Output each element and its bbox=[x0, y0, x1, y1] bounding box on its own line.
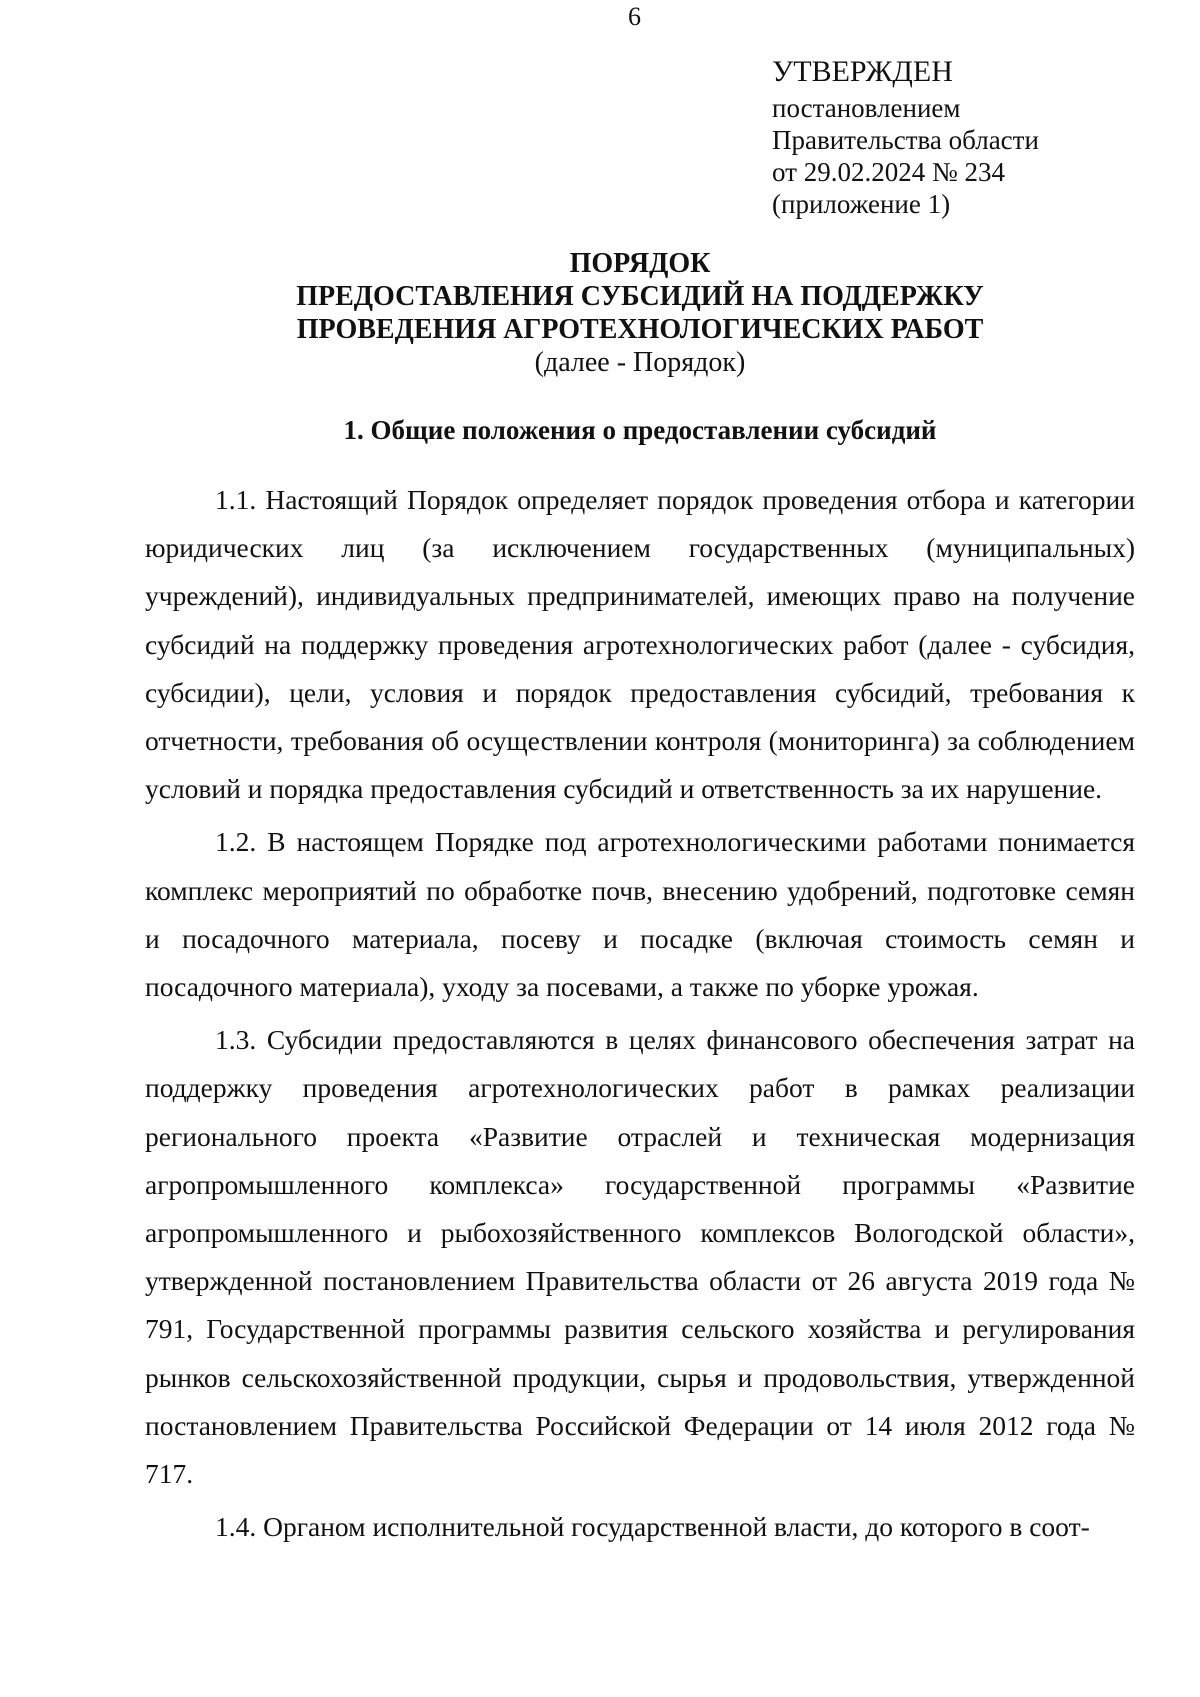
page-number: 6 bbox=[628, 2, 641, 31]
approval-title: УТВЕРЖДЕН bbox=[772, 55, 953, 88]
approval-stamp bbox=[772, 52, 1039, 220]
heading-line: ПОРЯДОК bbox=[569, 248, 711, 279]
paragraph-1-1: 1.1. Настоящий Порядок определяет порядок проведения отбора и категории юридических лиц (за исключением государственных (муниципальных) учреждений), индивидуальных предпринимателей, имеющих право на получение субсидий на поддержку проведения агротехнологических работ (далее - субсидия, субсидии), цели, условия и порядок предоставления субсидий, требования к отчетности, требования об осуществлении контроля (мониторинга) за соблюдением условий и порядка предоставления субсидий и ответственность за их нарушение. bbox=[145, 484, 1135, 805]
body-text bbox=[145, 476, 1135, 1551]
approval-line: постановлением bbox=[772, 93, 961, 123]
heading-line: ПРОВЕДЕНИЯ АГРОТЕХНОЛОГИЧЕСКИХ РАБОТ bbox=[296, 314, 984, 345]
approval-line: от 29.02.2024 № 234 bbox=[772, 157, 1005, 187]
paragraph-1-3: 1.3. Субсидии предоставляются в целях финансового обеспечения затрат на поддержку проведения агротехнологических работ в рамках реализации регионального проекта «Развитие отраслей и техническая модернизация агропромышленного комплекса» государственной программы «Развитие агропромышленного и рыбохозяйственного комплексов Вологодской области», утвержденной постановлением Правительства области от 26 августа 2019 года № 791, Государственной программы развития сельского хозяйства и регулирования рынков сельскохозяйственной продукции, сырья и продовольствия, утвержденной постановлением Правительства Российской Федерации от 14 июля 2012 года № 717. bbox=[145, 1024, 1135, 1490]
approval-line: (приложение 1) bbox=[772, 189, 951, 219]
document-heading bbox=[0, 247, 1200, 379]
paragraph-1-2: 1.2. В настоящем Порядке под агротехнологическими работами понимается комплекс мероприятий по обработке почв, внесению удобрений, подготовке семян и посадочного материала, посеву и посадке (включая стоимость семян и посадочного материала), уходу за посевами, а также по уборке урожая. bbox=[145, 826, 1135, 1003]
approval-line: Правительства области bbox=[772, 125, 1039, 155]
heading-subtitle: (далее - Порядок) bbox=[534, 347, 746, 378]
heading-line: ПРЕДОСТАВЛЕНИЯ СУБСИДИЙ НА ПОДДЕРЖКУ bbox=[296, 281, 984, 312]
section-title: 1. Общие положения о предоставлении субсидий bbox=[343, 415, 937, 445]
paragraph-1-4: 1.4. Органом исполнительной государственной власти, до которого в соот- bbox=[215, 1511, 1090, 1543]
